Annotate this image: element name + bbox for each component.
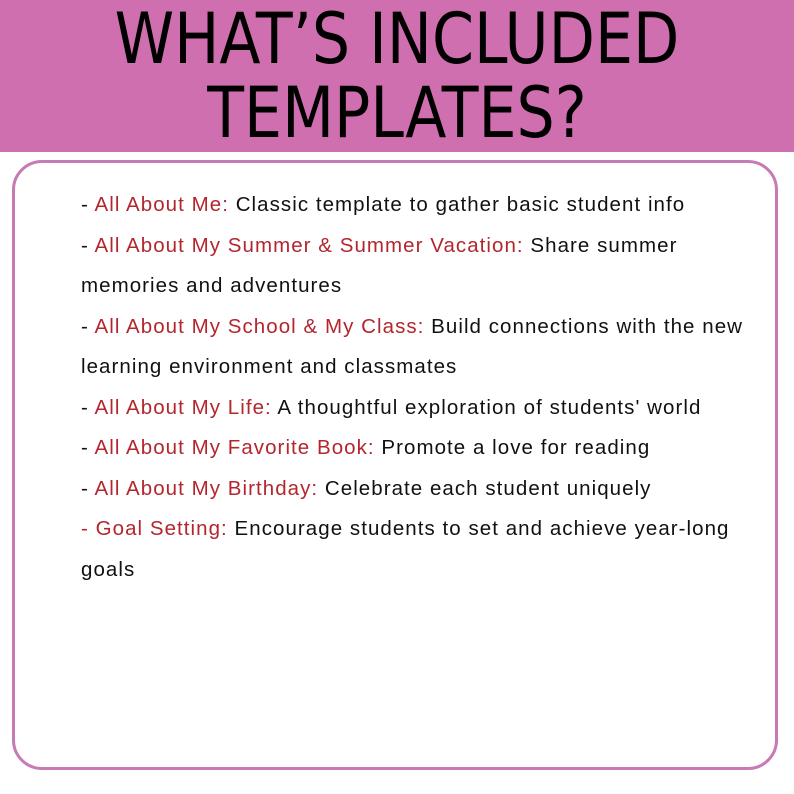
list-item <box>81 307 761 388</box>
list-item <box>81 226 761 307</box>
list-dash: - <box>81 233 95 257</box>
template-name: All About My Favorite Book: <box>94 436 375 459</box>
list-dash: - <box>81 314 95 338</box>
list-dash: - <box>81 395 95 419</box>
template-name: All About My Summer & Summer Vacation: <box>94 233 524 257</box>
template-description: Celebrate each student uniquely <box>318 476 652 500</box>
page-title-line-2: TEMPLATES? <box>207 72 587 154</box>
list-dash: - <box>81 436 95 459</box>
header-banner <box>0 0 794 152</box>
templates-list <box>81 185 761 590</box>
template-name: All About Me: <box>94 193 229 216</box>
template-name: All About My Life: <box>94 395 272 419</box>
templates-card <box>12 160 778 770</box>
template-description: A thoughtful exploration of students' world <box>271 395 702 419</box>
list-item <box>81 388 761 429</box>
list-item <box>81 469 761 510</box>
template-description: Share summer memories and adventures <box>81 233 678 297</box>
list-dash: - <box>81 193 95 216</box>
list-item <box>81 185 761 226</box>
list-item <box>81 428 761 469</box>
page-title-line-1: WHAT’S INCLUDED <box>114 0 680 80</box>
list-item <box>81 509 761 590</box>
list-dash: - <box>81 476 95 500</box>
template-description: Build connections with the new learning environment and classmates <box>81 314 744 378</box>
template-description: Classic template to gather basic student info <box>228 193 686 216</box>
template-description: Encourage students to set and achieve year-long goals <box>81 517 730 581</box>
template-name: All About My Birthday: <box>94 476 319 500</box>
template-description: Promote a love for reading <box>374 436 651 459</box>
list-dash: - <box>81 517 96 540</box>
template-name: Goal Setting: <box>95 517 228 540</box>
template-name: All About My School & My Class: <box>94 314 425 338</box>
